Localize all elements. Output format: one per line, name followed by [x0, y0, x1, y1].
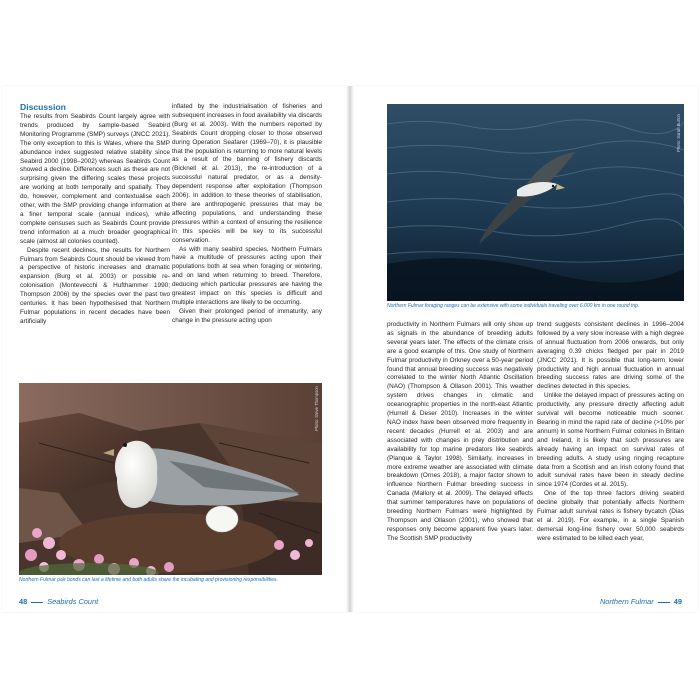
flying-fulmar-photo [387, 104, 684, 301]
page-number: 48 [19, 597, 28, 606]
paragraph: trend suggests consistent declines in 1996–2004 followed by a very slow increase with a high degree of annual fluctuation from 2006 onwards, but only averaging 0.39 chicks fledged per pair in 2019 (JNCC 2021). It is possible that long-term lower productivity and high annual fluctuation in annual breeding success rates are driving some of the declines detected in this species. [537, 321, 684, 391]
paragraph: Despite recent declines, the results for Northern Fulmars from Seabirds Count should be viewed from a perspective of historic increases and dramatic expansion (Burg et al. 2003) or possible re-colonisation (Montevecchi & Hufthammer 1990; Thompson 2006) by the species over the past two centuries. It has been hypothesised that Northern Fulmar populations in recent decades have been artificially [20, 246, 170, 325]
folio-rule [658, 602, 670, 603]
paragraph: Unlike the delayed impact of pressures acting on productivity, any pressure directly affecting adult survival will become noticeable much sooner. Bearing in mind the rapid rate of decline (>10% per annum) in some Northern Fulmar colonies in Britain and Ireland, it is likely that such pressures are already having an impact on survival rates of breeding adults. A study using ringing recapture data from a Scottish and an Irish colony found that adult survival rates have been in steady decline since 1974 (Cordes et al. 2015). [537, 392, 684, 489]
left-page-folio [19, 597, 98, 606]
egg [206, 506, 238, 532]
right-column-1 [387, 321, 533, 544]
left-column-2 [172, 103, 322, 326]
nesting-fulmar-photo [19, 383, 322, 575]
paragraph: inflated by the industrialisation of fisheries and subsequent increases in food availability via discards (Burg et al. 2003). With the numbers reported by Seabirds Count dropping closer to those observed during Operation Seafarer (1969–70), it is plausible that the population is returning to more natural levels as a result of the banning of fishery discards (Bicknell et al. 2013), the re-introduction of a successful natural predator, or as a density-dependent response after exploitation (Thompson 2006). In addition to these theories of stabilisation, there are anthropogenic pressures that may be affecting populations, and understanding these pressures within a context of ensuring the resilience in this species will be key to its successful conservation. [172, 103, 322, 244]
running-title: Seabirds Count [47, 597, 99, 606]
paragraph: As with many seabird species, Northern Fulmars have a multitude of pressures acting upon their populations both at sea when foraging or wintering, and on land when returning to breed. Therefore, deducing which particular pressures are having the greatest impact on this species is difficult and multiple interactions are likely to be occurring. [172, 245, 322, 306]
photo-caption: Northern Fulmar pair bonds can last a lifetime and both adults share the incubating and provisioning responsibilities. [19, 577, 278, 583]
paragraph: One of the top three factors driving seabird decline globally that potentially affects Northern Fulmar adult survival rates is fishery bycatch (Dias et al. 2019). For example, in a single Spanish demersal long-line fishery over 50,000 seabirds were estimated to be killed each year, [537, 490, 684, 542]
page-number: 49 [673, 597, 682, 606]
right-page-folio [600, 597, 682, 606]
book-gutter [346, 86, 354, 612]
paragraph: The results from Seabirds Count largely agree with trends produced by sample-based Seabird Monitoring Programme (SMP) surveys (JNCC 2021). The only exception to this is Wales, where the SMP abundance index suggested relative stability since Seabird 2000 (1998–2002) whereas Seabirds Count showed a decline. Differences such as these are not surprising given the differing scales these projects are working at both temporally and spatially. They do, however, complement and contextualise each other, with the SMP providing change information at a finer temporal scale (annual indices), while complete censuses such as Seabirds Count provide trend information at a much broader geographical scale (almost all colonies counted). [20, 113, 170, 245]
photo-credit: Photo: Sarah Burton [676, 114, 681, 152]
paragraph: Given their prolonged period of immaturity, any change in the pressure acting upon [172, 307, 322, 324]
photo-credit: Photo: Steve Thompson [314, 386, 319, 431]
nesting-fulmar-illustration [19, 383, 322, 575]
right-column-2 [537, 321, 684, 544]
photo-caption: Northern Fulmar foraging ranges can be extensive with some individuals traveling over 6,000 km in one round trip. [387, 303, 640, 309]
folio-rule [31, 602, 43, 603]
paragraph: productivity in Northern Fulmars will only show up as signals in the abundance of breeding adults several years later. The effects of the climate crisis are a good example of this. One study of Northern Fulmar productivity in Orkney over a 50-year period found that annual breeding success was negatively correlated to the winter North Atlantic Oscillation (NAO) (Thompson & Ollason 2001). This weather system drives changes in climatic and oceanographic properties in the north-east Atlantic (Hurrell & Deser 2010). Increases in the winter NAO index have been observed more frequently in recent decades (Hurrell et al. 2003) and are associated with changes in prey distribution and availability for top marine predators like seabirds (Planque & Taylor 1998). Similarly, increases in more extreme weather are associated with climate breakdown (Ornes 2018), a major factor shown to influence Northern Fulmar breeding success in Canada (Mallory et al. 2009). The delayed effects that summer temperatures have on populations of breeding Northern Fulmars were highlighted by Thompson and Ollason (2001), who showed that responses only become apparent five years later. The Scottish SMP productivity [387, 321, 533, 542]
left-column-1 [20, 102, 170, 327]
running-title: Northern Fulmar [599, 597, 654, 606]
section-heading: Discussion [20, 102, 66, 112]
flying-fulmar-illustration [387, 104, 684, 301]
